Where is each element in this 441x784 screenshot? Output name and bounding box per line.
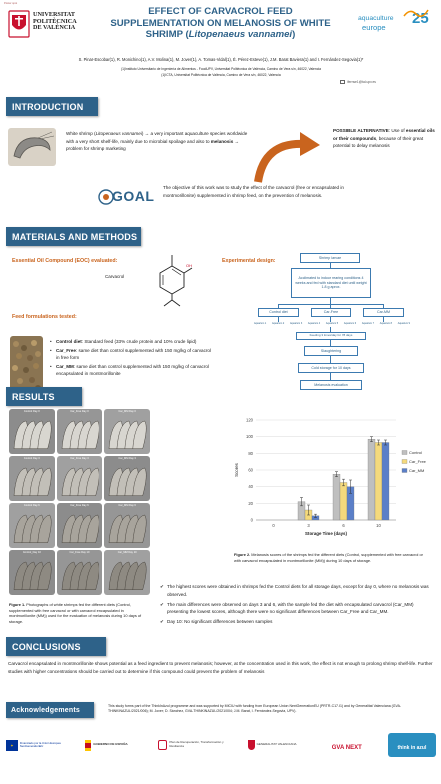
y-tick-label: 60 bbox=[248, 467, 253, 473]
shrimp-photo bbox=[9, 503, 55, 548]
legend-swatch bbox=[402, 469, 407, 473]
y-tick-label: 40 bbox=[248, 484, 253, 490]
acknowledgements-banner bbox=[6, 702, 94, 718]
flow-acclimated: Acclimated to indoor rearing conditions 4 weeks and fed with standard diet until weight 1.8 g aprox. bbox=[291, 268, 371, 298]
photo-label: Control Day 3 bbox=[23, 457, 40, 460]
y-tick-label: 100 bbox=[246, 434, 253, 440]
photo-label: Car_MM Day 6 bbox=[118, 504, 136, 507]
shrimp-photo bbox=[57, 456, 103, 501]
spain-government-logo: GOBIERNO DE ESPAÑA bbox=[85, 740, 141, 751]
photo-label: Car_Free Day 0 bbox=[70, 410, 89, 413]
shrimp-photo bbox=[104, 550, 150, 595]
results-heading: RESULTS bbox=[12, 391, 55, 402]
y-axis-label: Scores bbox=[234, 463, 239, 477]
eoc-title: Essential Oil Compound (EOC) evaluated: bbox=[12, 258, 118, 264]
goal-logo: GOAL bbox=[98, 186, 154, 208]
intro-paragraph: White shrimp (Litopenaeus vannamei) → a very important aquaculture species worldwide with a very short shelf-life, mainly due to microbial spoilage and also to melanosis → problem for shrimp marketing bbox=[66, 131, 248, 152]
photo-label: Car_MM Day 10 bbox=[117, 551, 137, 554]
shrimp-icon bbox=[12, 417, 52, 451]
conclusions-text: Carvacrol encapsulated in montmorillonite shows potential as a feed ingredient to prevent melanosis; however, at the concentration used in this work, the effect is not enough to prolong shrimp shelf-life. Further studies with higher concentrations should be carried out to determine if this compound could prevent the problem of melanosis bbox=[8, 661, 433, 674]
flow-feeding: Feeding 3 times/day for 78 days bbox=[296, 332, 366, 340]
finding-item: ✔ The highest scores were obtained in shrimps fed the Control diets for all storage days, except for day 0, where no melanosis was observed. bbox=[160, 583, 435, 598]
photo-label: Car_Free Day 6 bbox=[70, 504, 89, 507]
recovery-plan-logo: Plan de Recuperación, Transformación y Resiliencia bbox=[158, 740, 230, 750]
shrimp-photo bbox=[9, 456, 55, 501]
shrimp-icon bbox=[60, 558, 100, 592]
finding-item: ✔ The main differences were observed on days 3 and 6, with the sample fed the diet with encapsulated carvacrol (Car_MM) presenting the lowest scores, although there were no significant differences between Car_Free and Car_MM. bbox=[160, 601, 435, 616]
carvacrol-structure-icon bbox=[150, 250, 194, 308]
shrimp-photo bbox=[57, 550, 103, 595]
aquarium-label: Aquarium 7 bbox=[361, 322, 375, 325]
shrimp-icon bbox=[107, 417, 147, 451]
university-name-line1: UNIVERSITAT bbox=[33, 11, 76, 18]
photo-label: Control_Day 10 bbox=[22, 551, 41, 554]
flow-evaluation: Melanosis evaluation bbox=[300, 380, 362, 390]
upv-crest-icon bbox=[8, 10, 30, 40]
curved-arrow-icon bbox=[254, 128, 324, 186]
aquarium-label: Aquarium 1 bbox=[254, 322, 267, 325]
shrimp-icon bbox=[60, 417, 100, 451]
shrimp-photo-grid bbox=[9, 409, 150, 595]
x-tick-label: 6 bbox=[342, 523, 345, 528]
finding-item: ✔ Day 10: No significant differences between samples bbox=[160, 618, 435, 626]
y-tick-label: 0 bbox=[250, 517, 253, 523]
results-banner bbox=[6, 387, 82, 406]
diet-item: • Control diet: Standard feed (33% crude protein and 10% crude lipid) bbox=[50, 338, 212, 346]
title-line1: EFFECT OF CARVACROL FEED bbox=[148, 6, 293, 17]
introduction-heading: INTRODUCTION bbox=[12, 101, 84, 112]
x-tick-label: 3 bbox=[307, 523, 310, 528]
flow-group-control: Control diet bbox=[258, 308, 299, 317]
objective-text: The objective of this work was to study the effect of the carvacrol (free or encapsulated in montmorillonite) supplemented in shrimp feed, on the prevention of melanosis. bbox=[163, 185, 344, 198]
diet-item: • Car_MM: same diet than control supplemented with 150 mg/kg of carvacrol encapsulated in montmorillonite bbox=[50, 363, 212, 378]
aquarium-label: Aquarium 3 bbox=[289, 322, 303, 325]
poster-title bbox=[98, 6, 343, 41]
conference-name-line2: europe bbox=[362, 23, 386, 32]
flow-connector bbox=[330, 356, 331, 363]
aquarium-label: Aquarium 6 bbox=[343, 322, 357, 325]
title-line2: SUPPLEMENTATION ON MELANOSIS OF WHITE bbox=[110, 17, 331, 29]
photo-label: Car_MM Day 3 bbox=[118, 457, 136, 460]
shrimp-icon bbox=[12, 511, 52, 545]
findings-list bbox=[160, 583, 435, 628]
y-tick-label: 80 bbox=[248, 450, 253, 456]
shrimp-icon bbox=[107, 558, 147, 592]
gva-next-logo: GVA NEXT bbox=[331, 745, 362, 751]
gva-logo: GENERALITAT VALENCIANA bbox=[248, 740, 306, 750]
university-name-line2: POLITÈCNICA bbox=[33, 17, 77, 25]
legend-swatch bbox=[402, 460, 407, 464]
figure2-caption: Figure 2. Melanosis scores of the shrimps fed the different diets (Control, supplemented with free carvacrol or with carvacrol encapsulated in montmorillonite (MM)) during 10 days of storage. bbox=[234, 552, 423, 563]
introduction-banner bbox=[6, 97, 98, 116]
photo-label: Car_Free Day 3 bbox=[70, 457, 89, 460]
prtr-icon bbox=[158, 740, 167, 750]
shrimp-icon bbox=[107, 511, 147, 545]
shrimp-intro-photo bbox=[8, 128, 56, 166]
acknowledgements-heading: Acknowledgements bbox=[11, 706, 80, 714]
shrimp-photo bbox=[57, 409, 103, 454]
shrimp-photo bbox=[9, 550, 55, 595]
conference-name-line1: aquaculture bbox=[358, 15, 394, 22]
bar bbox=[375, 443, 382, 521]
design-title: Experimental design: bbox=[222, 258, 276, 264]
spain-crest-icon bbox=[85, 740, 91, 751]
aquarium-label: Aquarium 2 bbox=[271, 322, 285, 325]
legend-label: Control bbox=[409, 450, 422, 455]
diet-list bbox=[50, 338, 212, 379]
photo-label: Car_Free Day 10 bbox=[69, 551, 90, 554]
shrimp-photo bbox=[104, 456, 150, 501]
conclusions-banner bbox=[6, 637, 106, 656]
shrimp-photo bbox=[57, 503, 103, 548]
bar bbox=[368, 439, 375, 520]
authors: S. Pinar-Escobar(1), R. Monichino(1), A.V. Molina(1), M. Jover(1), A. Tomas-Vidal(1), É. Pérez-Esteve(1), J.M. Barat Baviera(1) and I. Fernández-Segovia(1)* bbox=[78, 57, 364, 62]
flow-slaughtering: Slaughtering bbox=[304, 346, 358, 356]
flow-storage: Cold storage for 10 days bbox=[298, 363, 364, 373]
x-tick-label: 0 bbox=[272, 523, 275, 528]
shrimp-icon bbox=[12, 464, 52, 498]
x-tick-label: 10 bbox=[376, 523, 381, 528]
alternative-box: POSSIBLE ALTERNATIVE: Use of essential oils or their compounds, because of their great potential to delay melanosis bbox=[333, 128, 435, 149]
y-tick-label: 120 bbox=[246, 417, 253, 423]
bar bbox=[333, 474, 340, 520]
x-axis-label: Storage Time (days) bbox=[305, 531, 347, 536]
upv-logo bbox=[8, 10, 94, 42]
acknowledgements-text: This study forms part of the ThinkInAzul programme and was supported by MICIU with funding from European Union NextGenerationEU (PRTR-C17.I1) and by Generalitat Valenciana (GVA-THINKINAZUL/2021/006); M. Jover; D. Sánchez, GVA-THINKINAZUL/2021/004; J.M. Barat, I. Fernández-Segovia, UPV). bbox=[108, 704, 402, 714]
aquarium-label: Aquarium 8 bbox=[379, 322, 393, 325]
shrimp-icon bbox=[60, 511, 100, 545]
formulations-title: Feed formulations tested: bbox=[12, 314, 77, 320]
methods-heading: MATERIALS AND METHODS bbox=[12, 231, 138, 242]
photo-label: Control Day 0 bbox=[23, 410, 40, 413]
aquarium-label: Aquarium 9 bbox=[397, 322, 410, 325]
bar bbox=[340, 483, 347, 521]
shrimp-icon bbox=[8, 128, 56, 166]
flow-group-free: Car-Free bbox=[311, 308, 351, 317]
conclusions-heading: CONCLUSIONS bbox=[12, 641, 81, 652]
aquarium-row bbox=[254, 322, 410, 325]
corner-tag: Poster spot bbox=[4, 2, 18, 5]
bar bbox=[382, 443, 389, 521]
shrimp-icon bbox=[12, 558, 52, 592]
title-line3: SHRIMP (Litopenaeus vannamei) bbox=[145, 29, 296, 41]
legend-label: Car_Free bbox=[409, 459, 426, 464]
funding-logos bbox=[6, 730, 436, 760]
shrimp-icon bbox=[107, 464, 147, 498]
legend-swatch bbox=[402, 451, 407, 455]
methods-banner bbox=[6, 227, 141, 246]
shrimp-icon bbox=[60, 464, 100, 498]
email-link[interactable]: ifernse1@tal.upv.es bbox=[340, 80, 376, 84]
affiliation-2: (1)ICTA, Universitat Politècnica de València, Camino de Vera s/n, 46022, Valencia bbox=[161, 73, 281, 77]
aquarium-label: Aquarium 5 bbox=[325, 322, 339, 325]
wave-icon bbox=[402, 6, 430, 20]
mail-icon bbox=[340, 80, 345, 84]
figure1-caption: Figure 1. Photographs of white shrimps fed the different diets (Control, supplemented with free carvacrol or with carvacrol encapsulated in montmorillonite (MM)) used for the evaluation of melanosis during 10 days of storage. bbox=[9, 602, 142, 624]
flow-group-mm: Car-MM bbox=[363, 308, 404, 317]
thinkinazul-logo: think in azul bbox=[388, 733, 436, 757]
shrimp-photo bbox=[9, 409, 55, 454]
photo-label: Car_MM Day 0 bbox=[118, 410, 136, 413]
affiliation-1: (1)Instituto Universitario de Ingeniería de Alimentos - FoodUPV, Universitat Politècnica de València, Camino de Vera s/n, 46022, Valencia bbox=[121, 67, 321, 71]
flow-connector bbox=[330, 373, 331, 380]
eoc-name: Carvacrol bbox=[105, 274, 125, 279]
conference-number: 25 bbox=[412, 10, 429, 27]
melanosis-bar-chart bbox=[232, 408, 432, 548]
university-name-line3: DE VALÈNCIA bbox=[33, 24, 76, 31]
svg-text:OH: OH bbox=[186, 263, 192, 268]
conference-logo bbox=[356, 6, 438, 42]
photo-label: Control Day 6 bbox=[23, 504, 40, 507]
flow-larvae: Shrimp larvae bbox=[300, 253, 360, 263]
eu-logo: ✦ Financiado por la Unión Europea NextGenerationEU bbox=[6, 740, 68, 751]
legend-label: Car_MM bbox=[409, 468, 425, 473]
eu-flag-icon: ✦ bbox=[6, 740, 18, 751]
shrimp-photo bbox=[104, 503, 150, 548]
diet-item: • Car_Free: same diet than control supplemented with 150 mg/kg of carvacrol in free form bbox=[50, 347, 212, 362]
y-tick-label: 20 bbox=[248, 500, 253, 506]
gva-crest-icon bbox=[248, 740, 255, 750]
shrimp-photo bbox=[104, 409, 150, 454]
aquarium-label: Aquarium 4 bbox=[307, 322, 321, 325]
